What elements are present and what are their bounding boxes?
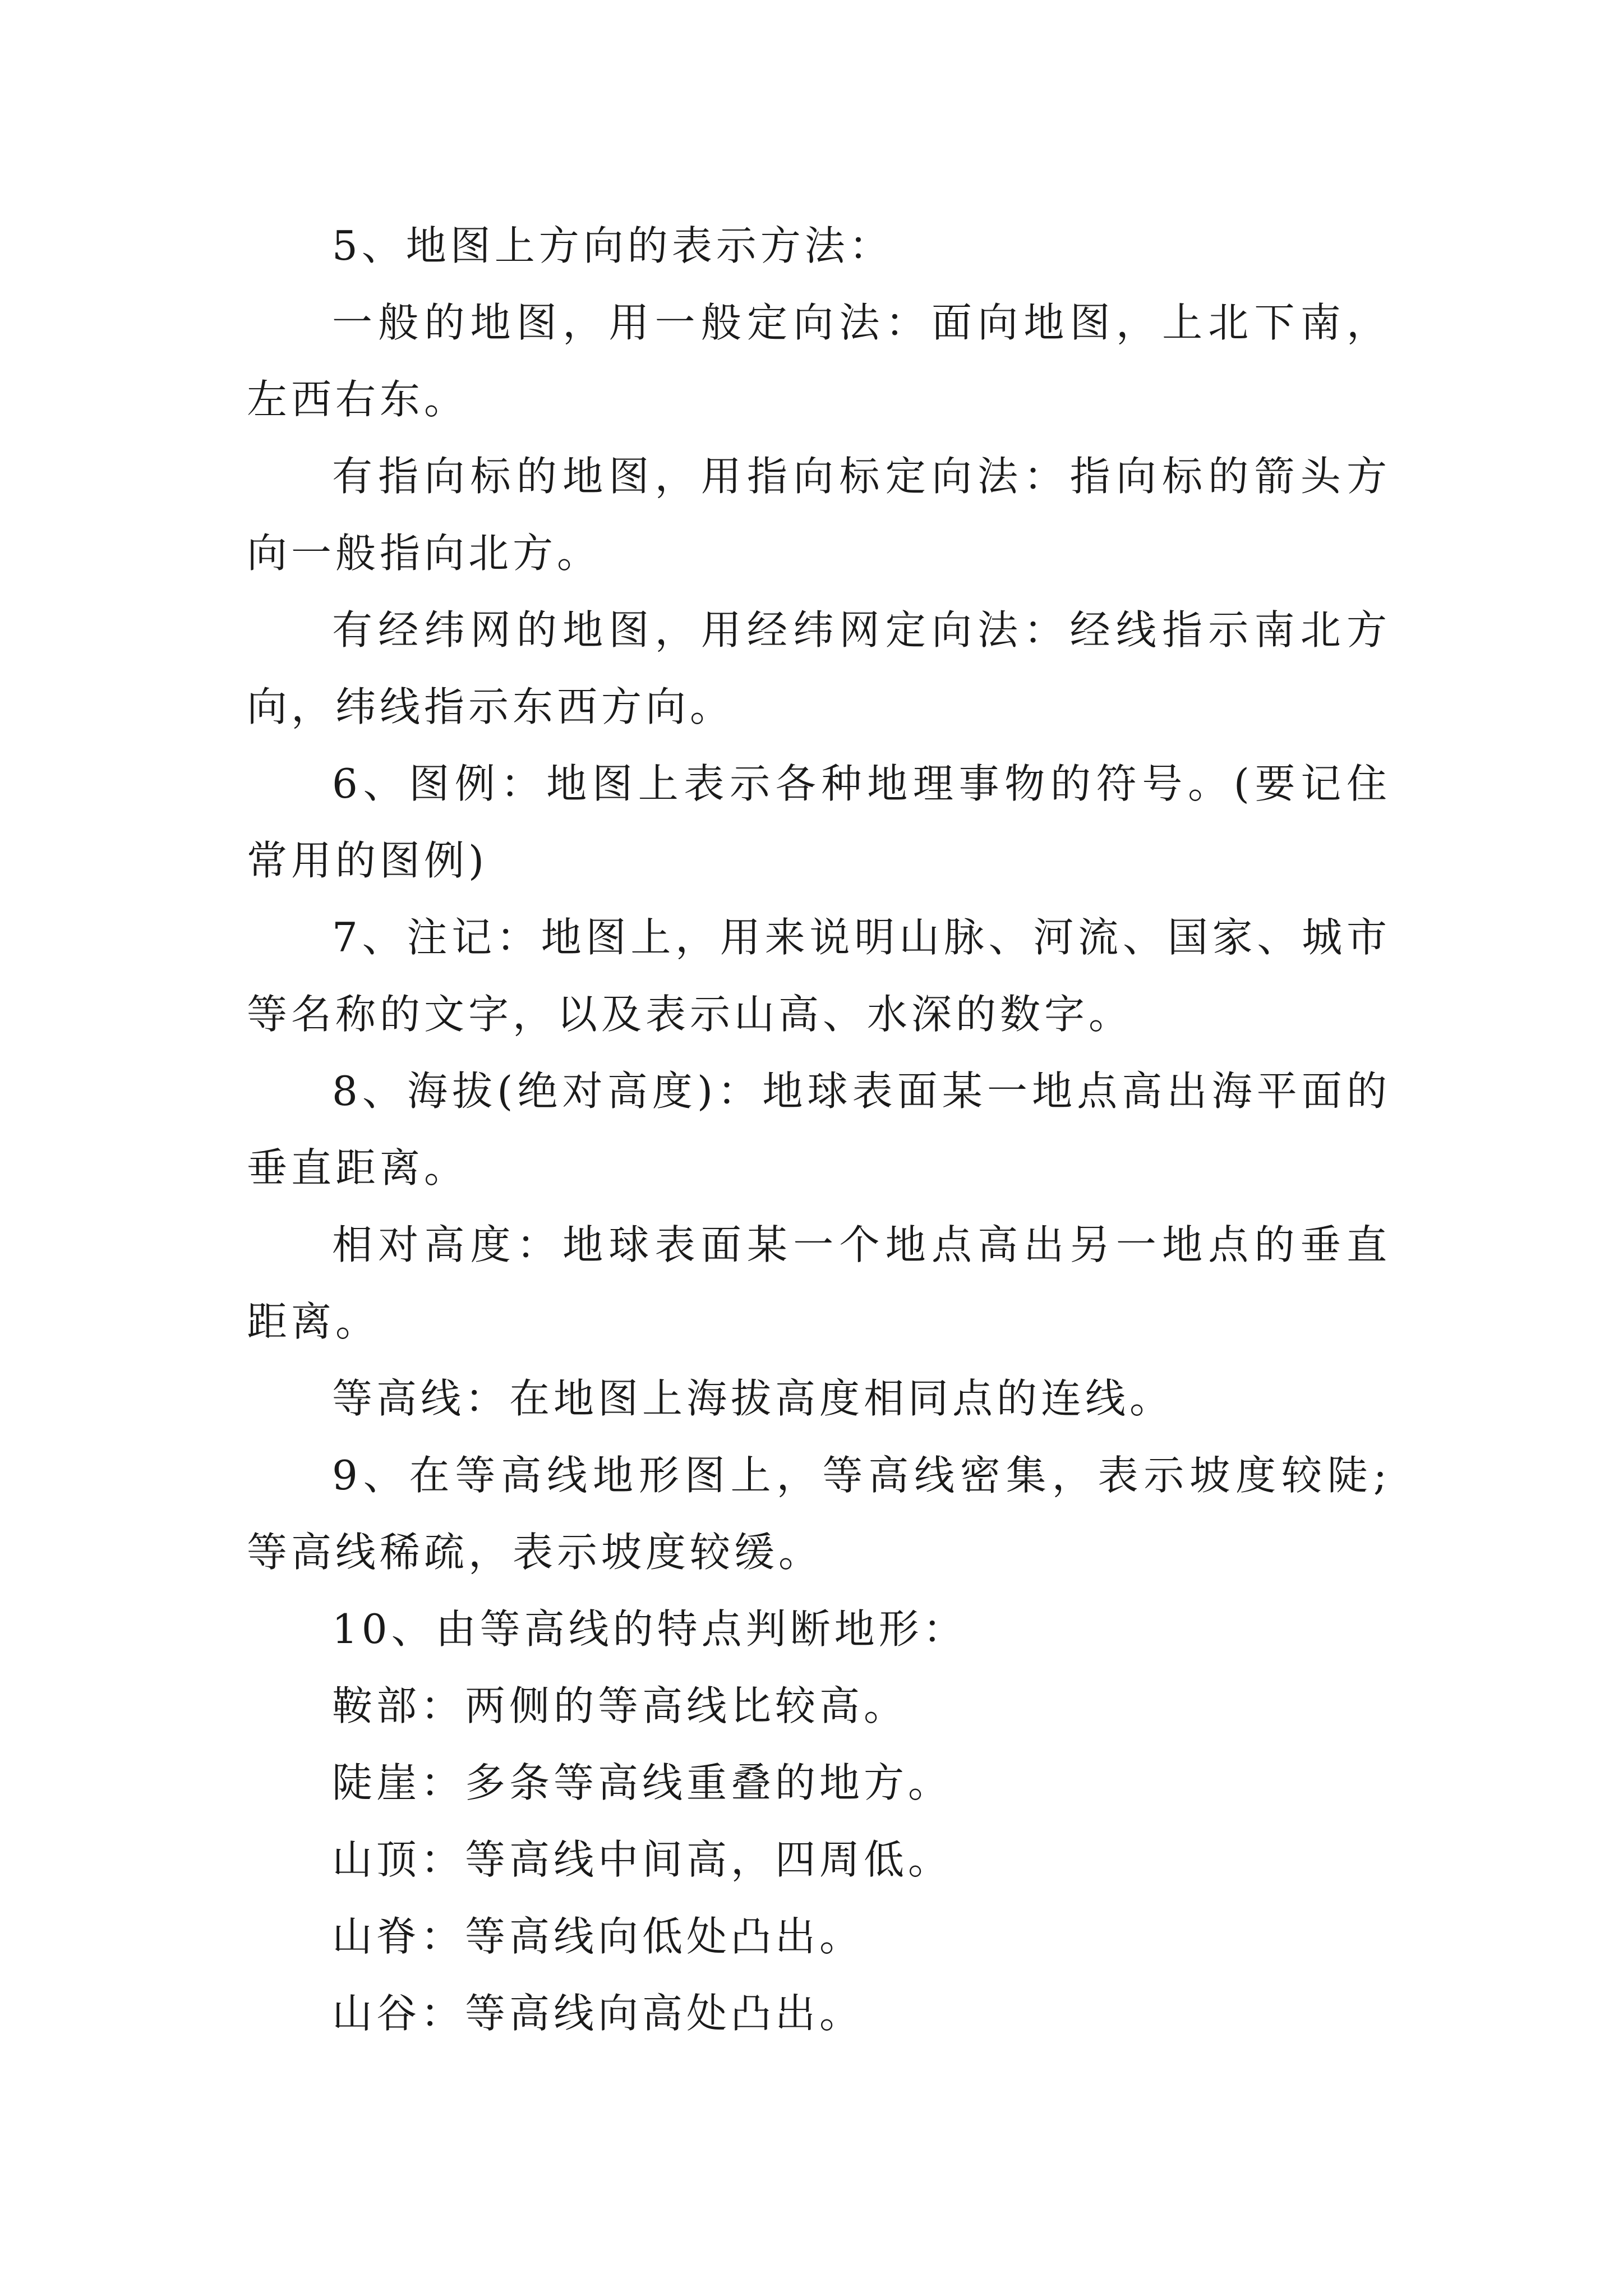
paragraph-contour-slope: 9、在等高线地形图上，等高线密集，表示坡度较陡;等高线稀疏，表示坡度较缓。: [247, 1452, 1391, 1576]
paragraph-contour-line: 等高线：在地图上海拔高度相同点的连线。: [332, 1375, 1174, 1422]
paragraph-general-orientation: 一般的地图，用一般定向法：面向地图，上北下南，左西右东。: [247, 299, 1391, 423]
paragraph-direction-methods: 5、地图上方向的表示方法：: [332, 222, 893, 269]
paragraph-valley: 山谷：等高线向高处凸出。: [332, 1990, 864, 2037]
paragraph-terrain-judgement: 10、由等高线的特点判断地形：: [332, 1605, 967, 1653]
paragraph-cliff: 陡崖：多条等高线重叠的地方。: [332, 1759, 953, 1806]
paragraph-annotation: 7、注记：地图上，用来说明山脉、河流、国家、城市等名称的文字，以及表示山高、水深的数字。: [247, 914, 1391, 1038]
paragraph-pointer-orientation: 有指向标的地图，用指向标定向法：指向标的箭头方向一般指向北方。: [247, 453, 1391, 577]
paragraph-summit: 山顶：等高线中间高，四周低。: [332, 1836, 953, 1883]
paragraph-graticule-orientation: 有经纬网的地图，用经纬网定向法：经线指示南北方向，纬线指示东西方向。: [247, 606, 1391, 730]
document-body: [247, 208, 1391, 2052]
paragraph-saddle: 鞍部：两侧的等高线比较高。: [332, 1682, 909, 1729]
paragraph-ridge: 山脊：等高线向低处凸出。: [332, 1913, 864, 1960]
paragraph-legend: 6、图例：地图上表示各种地理事物的符号。(要记住常用的图例): [247, 760, 1391, 884]
paragraph-relative-height: 相对高度：地球表面某一个地点高出另一地点的垂直距离。: [247, 1221, 1391, 1345]
paragraph-altitude: 8、海拔(绝对高度)：地球表面某一地点高出海平面的垂直距离。: [247, 1068, 1391, 1191]
